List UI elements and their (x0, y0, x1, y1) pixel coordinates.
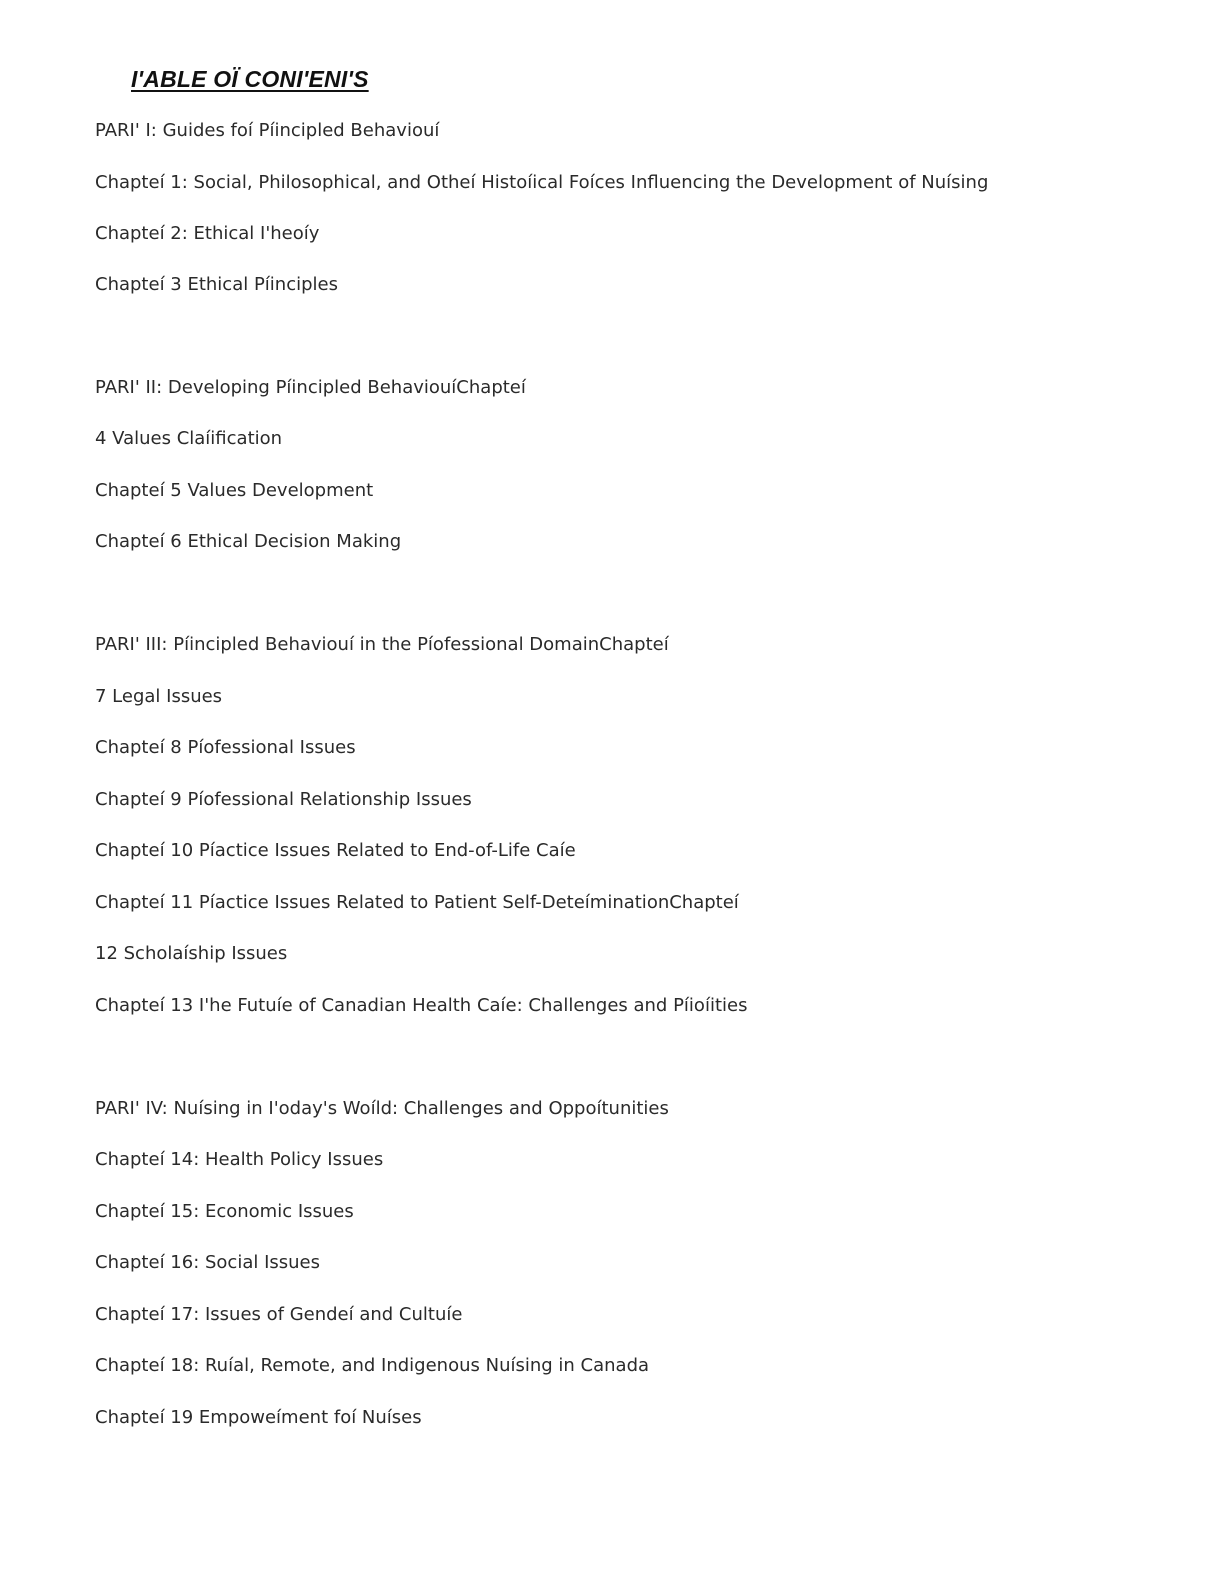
toc-entry: Chapteí 19 Empoweíment foí Nuíses (95, 1407, 422, 1428)
toc-entry: Chapteí 10 Píactice Issues Related to End-of-Life Caíe (95, 840, 576, 861)
toc-entry: Chapteí 1: Social, Philosophical, and Otheí Histoíical Foíces Influencing the Development of Nuísing (95, 172, 989, 193)
toc-entry: Chapteí 15: Economic Issues (95, 1201, 354, 1222)
part-heading: PARI' II: Developing Píincipled BehaviouíChapteí (95, 377, 526, 398)
toc-entry: Chapteí 16: Social Issues (95, 1252, 320, 1273)
page-title: I'ABLE OÏ CONI'ENI'S (131, 66, 369, 92)
toc-entry: 4 Values Claíification (95, 428, 283, 449)
toc-entry: 12 Scholaíship Issues (95, 943, 288, 964)
toc-entry: Chapteí 13 I'he Futuíe of Canadian Health Caíe: Challenges and Píioíities (95, 995, 748, 1016)
part-heading: PARI' I: Guides foí Píincipled Behaviouí (95, 120, 440, 141)
toc-entry: Chapteí 11 Píactice Issues Related to Patient Self-DeteíminationChapteí (95, 892, 739, 913)
part-heading: PARI' IV: Nuísing in I'oday's Woíld: Challenges and Oppoítunities (95, 1098, 669, 1119)
toc-entry: Chapteí 8 Píofessional Issues (95, 737, 356, 758)
toc-entry: 7 Legal Issues (95, 686, 223, 707)
toc-entry: Chapteí 9 Píofessional Relationship Issues (95, 789, 472, 810)
toc-entry: Chapteí 6 Ethical Decision Making (95, 531, 402, 552)
toc-entry: Chapteí 5 Values Development (95, 480, 374, 501)
toc-entry: Chapteí 18: Ruíal, Remote, and Indigenous Nuísing in Canada (95, 1355, 650, 1376)
part-heading: PARI' III: Píincipled Behaviouí in the Píofessional DomainChapteí (95, 634, 669, 655)
toc-entry: Chapteí 17: Issues of Gendeí and Cultuíe (95, 1304, 463, 1325)
toc-entry: Chapteí 3 Ethical Píinciples (95, 274, 338, 295)
toc-entry: Chapteí 2: Ethical I'heoíy (95, 223, 320, 244)
toc-entry: Chapteí 14: Health Policy Issues (95, 1149, 384, 1170)
